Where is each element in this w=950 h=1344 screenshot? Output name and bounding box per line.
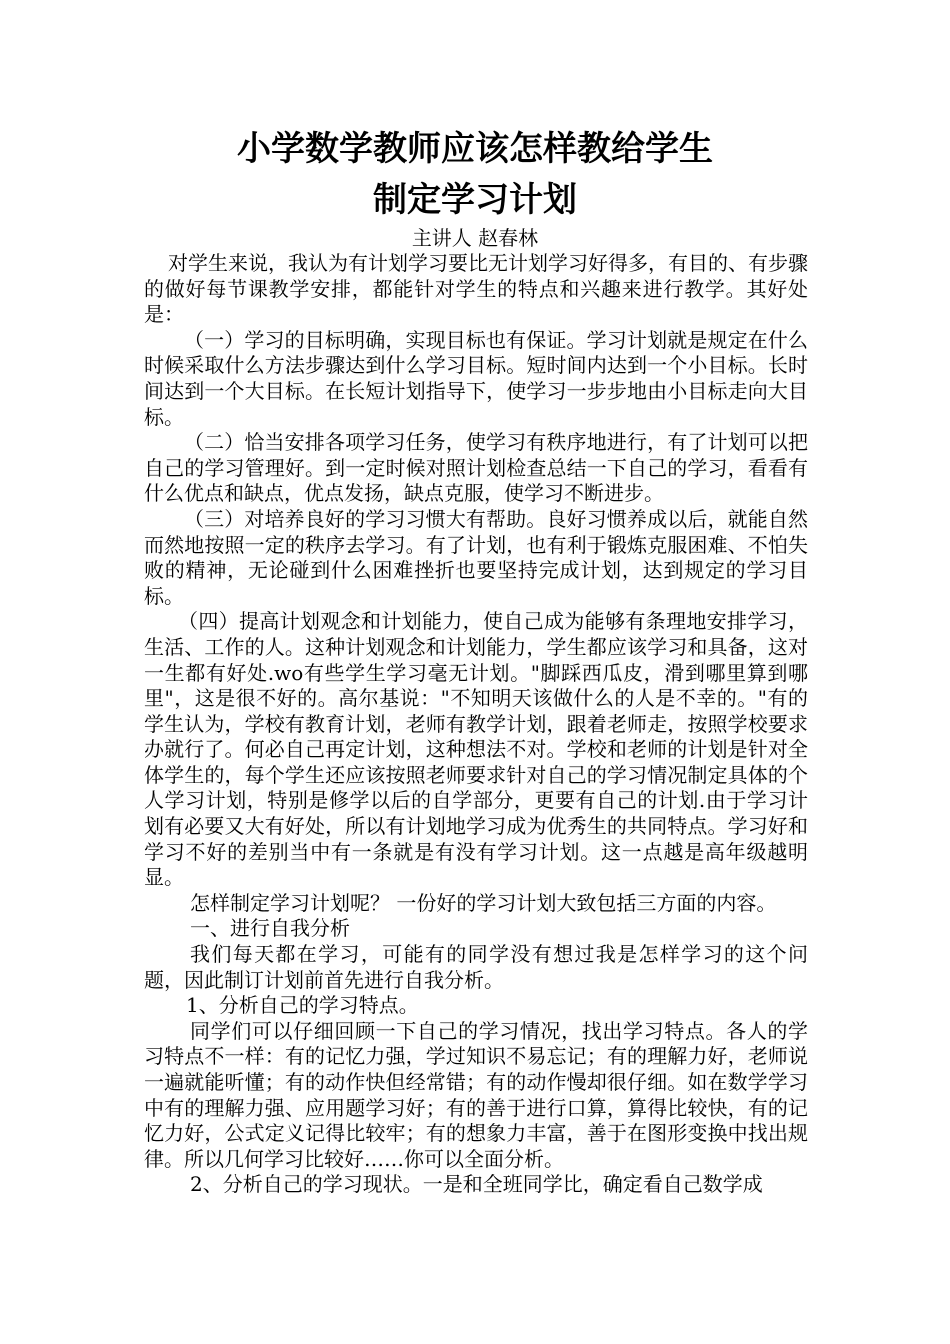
paragraph-benefit-4: （四）提高计划观念和计划能力，使自己成为能够有条理地安排学习，生活、工作的人。这种计划观念和计划能力，学生都应该学习和具备，这对一生都有好处.wo有些学生学习毫无计划。"脚踩西瓜皮，滑到哪里算到哪里"，这是很不好的。高尔基说："不知明天该做什么的人是不幸的。"有的学生认为，学校有教育计划，老师有教学计划，跟着老师走，按照学校要求办就行了。何必自己再定计划，这种想法不对。学校和老师的计划是针对全体学生的，每个学生还应该按照老师要求针对自己的学习情况制定具体的个人学习计划，特别是修学以后的自学部分，更要有自己的计划.由于学习计划有必要又大有好处，所以有计划地学习成为优秀生的共同特点。学习好和学习不好的差别当中有一条就是有没有学习计划。这一点越是高年级越明显。 <box>144 609 808 890</box>
paragraph-how-to: 怎样制定学习计划呢？ 一份好的学习计划大致包括三方面的内容。 <box>190 890 777 915</box>
subheading-learning-traits: 1、分析自己的学习特点。 <box>186 993 419 1018</box>
paragraph-self-analysis: 我们每天都在学习，可能有的同学没有想过我是怎样学习的这个问题，因此制订计划前首先进行自我分析。 <box>144 942 808 992</box>
paragraph-learning-traits: 同学们可以仔细回顾一下自己的学习情况，找出学习特点。各人的学习特点不一样：有的记忆力强，学过知识不易忘记；有的理解力好，老师说一遍就能听懂；有的动作快但经常错；有的动作慢却很仔细。如在数学学习中有的理解力强、应用题学习好；有的善于进行口算，算得比较快，有的记忆力好，公式定义记得比较牢；有的想象力丰富，善于在图形变换中找出规律。所以几何学习比较好……你可以全面分析。 <box>144 1018 808 1171</box>
document-body <box>144 251 808 1198</box>
author-line: 主讲人 赵春林 <box>411 226 539 250</box>
title-line-1: 小学数学教师应该怎样教给学生 <box>237 129 713 169</box>
paragraph-intro: 对学生来说，我认为有计划学习要比无计划学习好得多，有目的、有步骤的做好每节课教学安排，都能针对学生的特点和兴趣来进行教学。其好处是： <box>144 251 808 327</box>
paragraph-benefit-3: （三）对培养良好的学习习惯大有帮助。良好习惯养成以后，就能自然而然地按照一定的秩序去学习。有了计划，也有利于锻炼克服困难、不怕失败的精神，无论碰到什么困难挫折也要坚持完成计划，达到规定的学习目标。 <box>144 506 808 608</box>
section-heading-self-analysis: 一、进行自我分析 <box>190 916 350 941</box>
paragraph-benefit-1: （一）学习的目标明确，实现目标也有保证。学习计划就是规定在什么时候采取什么方法步骤达到什么学习目标。短时间内达到一个小目标。长时间达到一个大目标。在长短计划指导下，使学习一步步地由小目标走向大目标。 <box>144 327 808 429</box>
title-line-2: 制定学习计划 <box>373 180 577 220</box>
paragraph-benefit-2: （二）恰当安排各项学习任务，使学习有秩序地进行，有了计划可以把自己的学习管理好。到一定时候对照计划检查总结一下自己的学习，看看有什么优点和缺点，优点发扬，缺点克服，使学习不断进步。 <box>144 430 808 506</box>
subheading-learning-status: 2、分析自己的学习现状。一是和全班同学比，确定看自己数学成 <box>190 1172 763 1197</box>
